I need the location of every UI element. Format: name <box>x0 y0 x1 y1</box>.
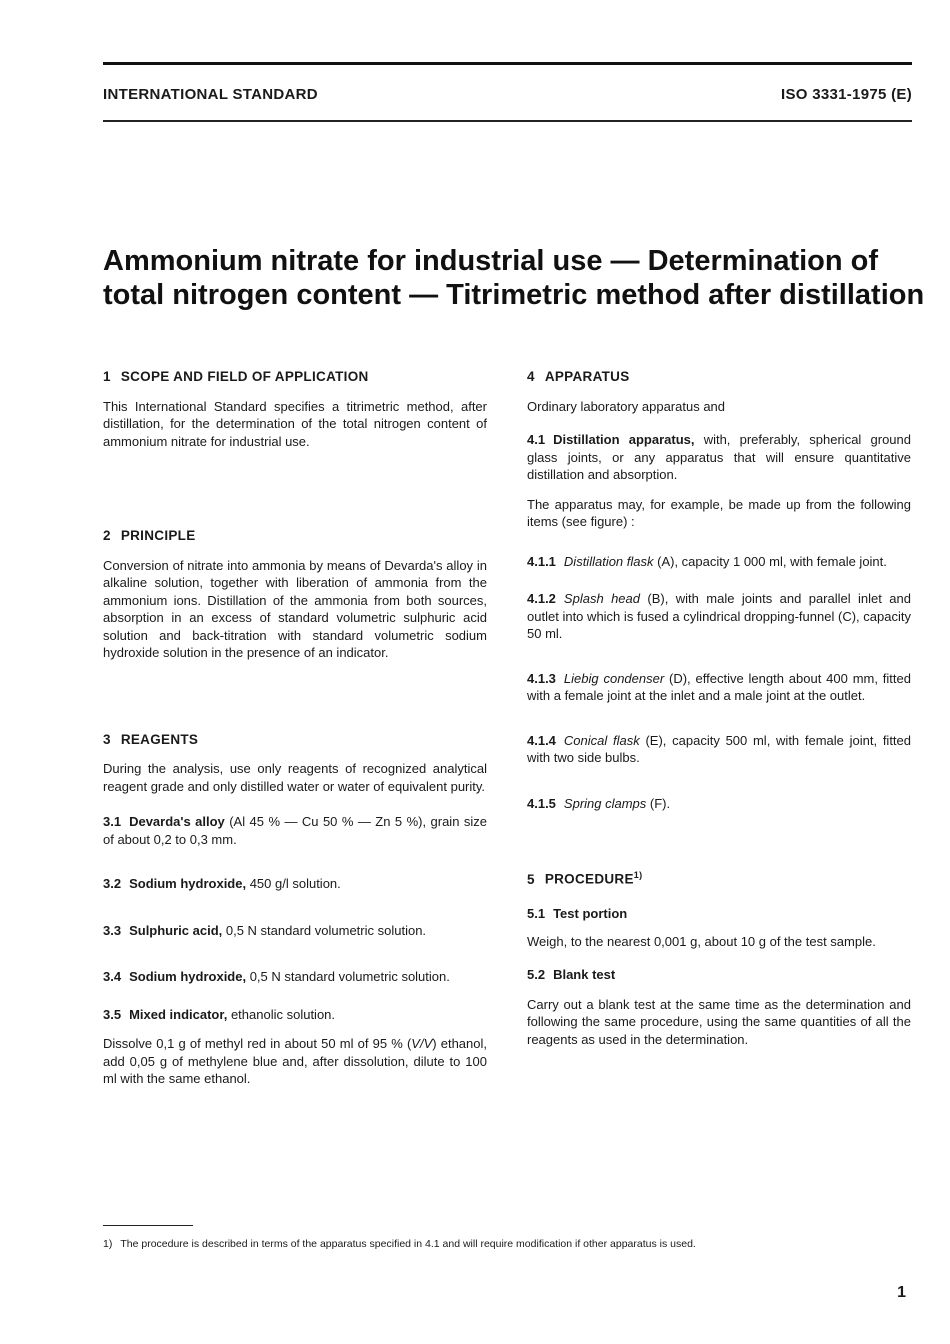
document-title <box>103 244 923 312</box>
header-bottom-rule <box>103 120 912 122</box>
section-3-text: During the analysis, use only reagents of recognized analytical reagent grade and only distilled water or water of equivalent purity. <box>103 761 487 794</box>
subsection-5-2-text: Carry out a blank test at the same time as the determination and following the same procedure, using the same quantities of all the reagents as used in the determination. <box>527 996 911 1047</box>
subsection-5-2-heading: 5.2 Blank test <box>527 967 616 982</box>
apparatus-4-1-4: 4.1.4 Conical flask (E), capacity 500 ml, with female joint, fitted with two side bulbs. <box>527 732 912 765</box>
mixed-indicator-preparation: Dissolve 0,1 g of methyl red in about 50 ml of 95 % (V/V) ethanol, add 0,05 g of methylene blue and, after dissolution, dilute to 100 ml with the same ethanol. <box>103 1036 487 1086</box>
reagent-3-2: 3.2 Sodium hydroxide, 450 g/l solution. <box>103 876 341 891</box>
reagent-3-3: 3.3 Sulphuric acid, 0,5 N standard volumetric solution. <box>103 922 427 938</box>
header-document-number: ISO 3331-1975 (E) <box>780 86 912 103</box>
header-top-rule <box>103 62 912 65</box>
section-2-text: Conversion of nitrate into ammonia by means of Devarda's alloy in alkaline solution, together with liberation of ammonia from the ammonium ions. Distillation of the ammonia from both sources, absorption in an excess of standard volumetric sulphuric acid solution and back-titration with standard volumetric sodium hydroxide solution in the presence of an indicator. <box>103 557 487 660</box>
reagent-3-1: 3.1 Devarda's alloy (Al 45 % — Cu 50 % — Zn 5 %), grain size of about 0,2 to 0,3 mm. <box>103 814 487 847</box>
footnote-rule <box>103 1225 193 1226</box>
page-number: 1 <box>897 1284 906 1301</box>
reagent-3-4: 3.4 Sodium hydroxide, 0,5 N standard volumetric solution. <box>103 969 450 984</box>
footnote: 1) The procedure is described in terms of the apparatus specified in 4.1 and will require modification if other apparatus is used. <box>103 1238 696 1250</box>
section-1-text: This International Standard specifies a titrimetric method, after distillation, for the determination of the total nitrogen content of ammonium nitrate for industrial use. <box>103 398 487 449</box>
apparatus-4-1-3: 4.1.3 Liebig condenser (D), effective length about 400 mm, fitted with a female joint at the inlet and a male joint at the outlet. <box>527 670 911 703</box>
header-standard-label: INTERNATIONAL STANDARD <box>103 86 318 103</box>
subsection-5-1-text: Weigh, to the nearest 0,001 g, about 10 g of the test sample. <box>527 933 876 949</box>
apparatus-4-1-1: 4.1.1 Distillation flask (A), capacity 1 000 ml, with female joint. <box>527 553 887 569</box>
section-1-heading: 1 SCOPE AND FIELD OF APPLICATION <box>103 369 369 384</box>
right-column <box>527 366 911 1048</box>
apparatus-4-1: 4.1 Distillation apparatus, with, preferably, spherical ground glass joints, or any apparatus that will ensure quantitative distillation and absorption. <box>527 432 911 482</box>
apparatus-4-1-5: 4.1.5 Spring clamps (F). <box>527 795 671 811</box>
footnote-mark: 1) <box>633 870 643 880</box>
section-4-text: Ordinary laboratory apparatus and <box>527 398 726 414</box>
section-5-heading: 5 PROCEDURE$^{1)}$ <box>527 870 643 887</box>
left-column <box>103 366 487 1088</box>
subsection-5-1-heading: 5.1 Test portion <box>527 906 628 921</box>
section-2-heading: 2 PRINCIPLE <box>103 528 196 543</box>
title-line-1: Ammonium nitrate for industrial use — Determination of <box>103 245 879 277</box>
title-line-2: total nitrogen content — Titrimetric method after distillation <box>103 279 925 311</box>
section-3-heading: 3 REAGENTS <box>103 731 199 747</box>
apparatus-4-1-2: 4.1.2 Splash head (B), with male joints and parallel inlet and outlet into which is fused a cylindrical dropping-funnel (C), capacity 50 ml. <box>527 591 911 641</box>
reagent-3-5: 3.5 Mixed indicator, ethanolic solution. <box>103 1006 336 1022</box>
section-4-heading: 4 APPARATUS <box>527 369 630 384</box>
apparatus-4-1-note: The apparatus may, for example, be made up from the following items (see figure) : <box>527 496 911 529</box>
